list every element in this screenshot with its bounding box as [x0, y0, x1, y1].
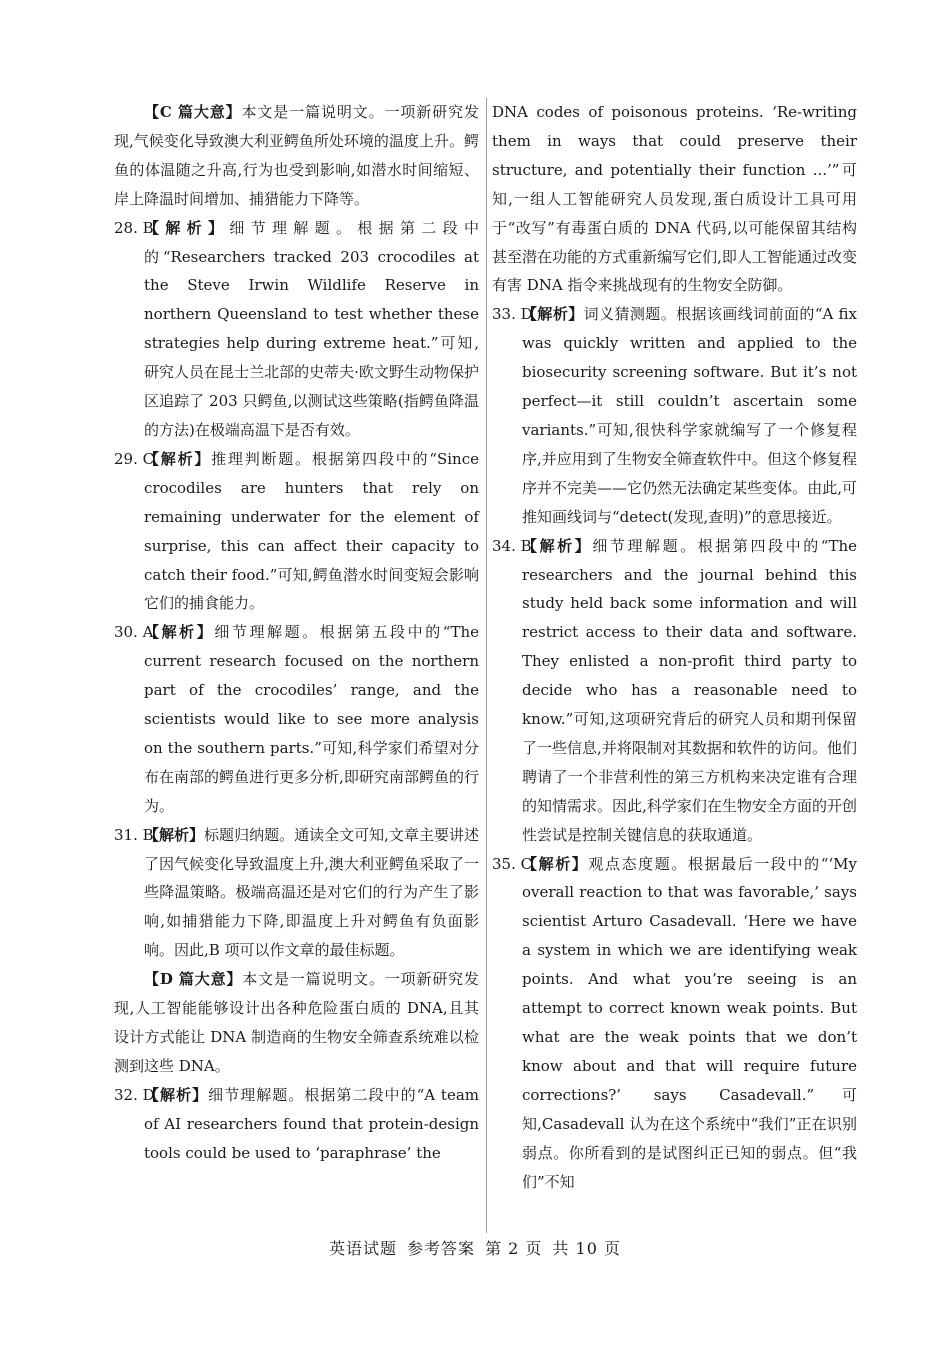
answer-28 — [114, 214, 479, 445]
summary-d — [114, 965, 479, 1081]
footer-total-pages: 共 10 页 — [552, 1239, 621, 1258]
answer-35-text: 观点态度题。根据最后一段中的“‘My overall reaction to that was favorable,’ says scientist Arturo Casadevall. ‘Here we have a system in which we are identifying weak points. And what you’re seeing is an attempt to correct known weak points. But what are the weak points that we don’t know about and that will require future corrections?’ says Casadevall.”可知,Casadevall 认为在这个系统中“我们”正在识别弱点。你所看到的是试图纠正已知的弱点。但“我们”不知 — [522, 854, 857, 1191]
summary-c-text: 本文是一篇说明文。一项新研究发现,气候变化导致澳大利亚鳄鱼所处环境的温度上升。鳄鱼的体温随之升高,行为也受到影响,如潜水时间缩短、岸上降温时间增加、捕猎能力下降等。 — [114, 103, 479, 208]
summary-d-head: 【D 篇大意】 — [144, 970, 243, 989]
footer-answer-key: 参考答案 — [407, 1239, 476, 1258]
right-column — [492, 98, 857, 1196]
answer-31-text: 标题归纳题。通读全文可知,文章主要讲述了因气候变化导致温度上升,澳大利亚鳄鱼采取了一些降温策略。极端高温还是对它们的行为产生了影响,如捕猎能力下降,即温度上升对鳄鱼有负面影响。因此,B 项可以作文章的最佳标题。 — [144, 825, 479, 960]
answer-30 — [114, 618, 479, 820]
answer-34-number: 34. B — [492, 536, 532, 555]
answer-30-text: 细节理解题。根据第五段中的“The current research focused on the northern part of the crocodiles’ range, and the scientists would like to see more analysis on the southern parts.”可知,科学家们希望对分布在南部的鳄鱼进行更多分析,即研究南部鳄鱼的行为。 — [144, 623, 479, 815]
answer-33-label: 【解析】 — [522, 305, 584, 324]
answer-32 — [114, 1081, 479, 1168]
answer-32-label: 【解析】 — [144, 1085, 209, 1104]
answer-30-number: 30. A — [114, 623, 154, 642]
answer-29-number: 29. C — [114, 449, 155, 468]
answer-28-text: 细节理解题。根据第二段中的“Researchers tracked 203 crocodiles at the Steve Irwin Wildlife Reserve in northern Queensland to test whether these strategies help during extreme heat.”可知,研究人员在昆士兰北部的史蒂夫·欧文野生动物保护区追踪了 203 只鳄鱼,以测试这些策略(指鳄鱼降温的方法)在极端高温下是否有效。 — [144, 218, 479, 439]
answer-33-number: 33. D — [492, 305, 533, 324]
answer-31 — [114, 821, 479, 966]
answer-31-number: 31. B — [114, 825, 154, 844]
answer-29 — [114, 445, 479, 618]
answer-35 — [492, 850, 857, 1197]
summary-d-text: 本文是一篇说明文。一项新研究发现,人工智能能够设计出各种危险蛋白质的 DNA,且其设计方式能让 DNA 制造商的生物安全筛查系统难以检测到这些 DNA。 — [114, 970, 479, 1075]
answer-35-number: 35. C — [492, 854, 533, 873]
summary-c — [114, 98, 479, 214]
answer-28-number: 28. B — [114, 218, 154, 237]
page-footer — [0, 1236, 950, 1259]
answer-33-text: 词义猜测题。根据该画线词前面的“A fix was quickly written and applied to the biosecurity screening software. But it’s not perfect—it still couldn’t ascertain some variants.”可知,很快科学家就编写了一个修复程序,并应用到了生物安全筛查软件中。但这个修复程序并不完美——它仍然无法确定某些变体。由此,可推知画线词与“detect(发现,查明)”的意思接近。 — [522, 305, 857, 526]
answer-33 — [492, 300, 857, 531]
answer-34-text: 细节理解题。根据第四段中的“The researchers and the journal behind this study held back some information and will restrict access to their data and software. They enlisted a non-profit third party to decide who has a reasonable need to know.”可知,这项研究背后的研究人员和期刊保留了一些信息,并将限制对其数据和软件的访问。他们聘请了一个非营利性的第三方机构来决定谁有合理的知情需求。因此,科学家们在生物安全方面的开创性尝试是控制关键信息的获取通道。 — [522, 536, 857, 844]
left-column — [114, 98, 479, 1168]
answer-32-text: 细节理解题。根据第二段中的“A team of AI researchers found that protein-design tools could be used to ‘paraphrase’ the — [144, 1085, 479, 1162]
answer-32-continued-text: DNA codes of poisonous proteins. ‘Re-writing them in ways that could preserve their structure, and potentially their function ...’”可知,一组人工智能研究人员发现,蛋白质设计工具可用于“改写”有毒蛋白质的 DNA 代码,以可能保留其结构甚至潜在功能的方式重新编写它们,即人工智能通过改变有害 DNA 指令来挑战现有的生物安全防御。 — [492, 103, 857, 295]
answer-29-label: 【解析】 — [144, 449, 212, 468]
answer-32-number: 32. D — [114, 1085, 155, 1104]
answer-32-continued — [492, 98, 857, 300]
answer-28-label: 【解析】 — [144, 218, 230, 237]
footer-page-number: 第 2 页 — [485, 1239, 543, 1258]
summary-c-head: 【C 篇大意】 — [144, 103, 242, 121]
answer-34 — [492, 532, 857, 850]
answer-34-label: 【解析】 — [522, 536, 593, 555]
answer-29-text: 推理判断题。根据第四段中的“Since crocodiles are hunters that rely on remaining underwater for the element of surprise, this can affect their capacity to catch their food.”可知,鳄鱼潜水时间变短会影响它们的捕食能力。 — [144, 449, 479, 613]
footer-subject: 英语试题 — [329, 1239, 398, 1258]
answer-35-label: 【解析】 — [522, 854, 589, 873]
column-divider — [486, 98, 487, 1233]
answer-30-label: 【解析】 — [144, 623, 215, 642]
answer-31-label: 【解析】 — [144, 825, 205, 844]
